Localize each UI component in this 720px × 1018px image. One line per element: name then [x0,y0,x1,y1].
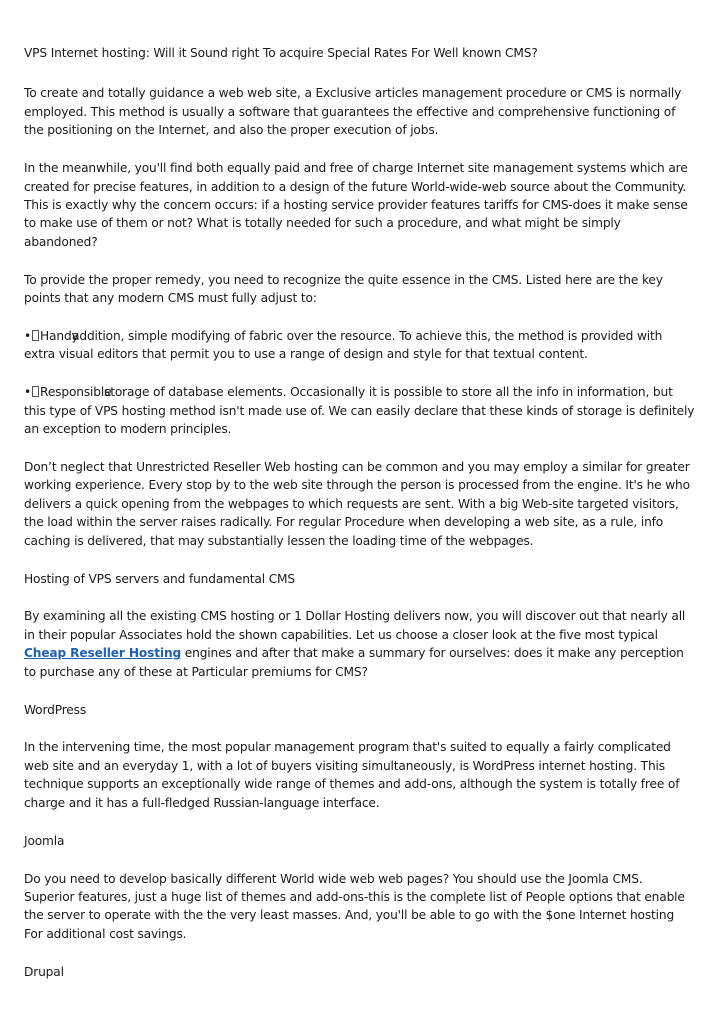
paragraph-text-before-link: By examining all the existing CMS hosting or 1 Dollar Hosting delivers now, you will discover out that nearly all in their popular Associates hold the shown capabilities. Let us choose a closer look at the five most typical [24,609,686,642]
heading-vps-hosting: Hosting of VPS servers and fundamental CMS [24,571,296,586]
bullet-marker: • [24,385,32,400]
paragraph-wordpress: In the intervening time, the most popular management program that's suited to equally a fairly complicated web site and an everyday 1, with a lot of buyers visiting simultaneously, is WordPress internet hosting. This technique supports an exceptionally wide range of themes and add-ons, although the system is totally free of charge and it has a full-fledged Russian-language interface. [24,740,680,810]
document-title: VPS Internet hosting: Will it Sound right To acquire Special Rates For Well known CMS? [24,46,538,60]
bullet-handy: • Handyaddition, simple modifying of fabric over the resource. To achieve this, the method is provided with extra visual editors that permit you to use a range of design and style for that textual content. [24,328,663,362]
paragraph-meanwhile: In the meanwhile, you'll find both equally paid and free of charge Internet site management systems which are created for precise features, in addition to a design of the future World-wide-web source about the Community. This is exactly why the concern occurs: if a hosting service provider features tariffs for CMS-does it make sense to make use of them or not? What is totally needed for such a procedure, and what might be simply abandoned? [24,161,688,249]
heading-drupal: Drupal [24,964,64,979]
cheap-reseller-hosting-link[interactable]: Cheap Reseller Hosting [24,646,182,661]
missing-glyph-icon [32,330,39,341]
bullet-text: storage of database elements. Occasionally it is possible to store all the info in information, but this type of VPS hosting method isn't made use of. We can easily declare that these kinds of storage is definitely an exception to modern principles. [24,385,695,437]
bullet-responsible: • Responsiblestorage of database elements. Occasionally it is possible to store all the info in information, but this type of VPS hosting method isn't made use of. We can easily declare that these kinds of storage is definitely an exception to modern principles. [24,385,695,437]
missing-glyph-icon [32,386,39,397]
heading-wordpress: WordPress [24,702,87,717]
paragraph-intro: To create and totally guidance a web web site, a Exclusive articles management procedure or CMS is normally employed. This method is usually a software that guarantees the effective and comprehensive functioning of the positioning on the Internet, and also the proper execution of jobs. [24,86,682,138]
heading-joomla: Joomla [24,833,65,848]
paragraph-text-after-link: engines and after that make a summary for ourselves: does it make any perception to purchase any of these at Particular premiums for CMS? [24,646,684,679]
bullet-text: addition, simple modifying of fabric over the resource. To achieve this, the method is provided with extra visual editors that permit you to use a range of design and style for that textual content. [24,328,663,362]
document-body [24,44,696,1001]
paragraph-joomla: Do you need to develop basically different World wide web web pages? You should use the Joomla CMS. Superior features, just a huge list of themes and add-ons-this is the complete list of People options that enable the server to operate with the the very least masses. And, you'll be able to go with the $one Internet hosting For additional cost savings. [24,871,685,941]
bullet-marker: • [24,328,32,343]
paragraph-examining [24,607,696,681]
paragraph-reseller: Don’t neglect that Unrestricted Reseller Web hosting can be common and you may employ a similar for greater working experience. Every stop by to the web site through the person is processed from the engine. It's he who delivers a quick opening from the webpages to which requests are sent. With a big Web-site targeted visitors, the load within the server raises radically. For regular Procedure when developing a web site, as a rule, info caching is delivered, that may substantially lessen the loading time of the webpages. [24,460,690,548]
paragraph-remedy: To provide the proper remedy, you need to recognize the quite essence in the CMS. Listed here are the key points that any modern CMS must fully adjust to: [24,272,663,306]
